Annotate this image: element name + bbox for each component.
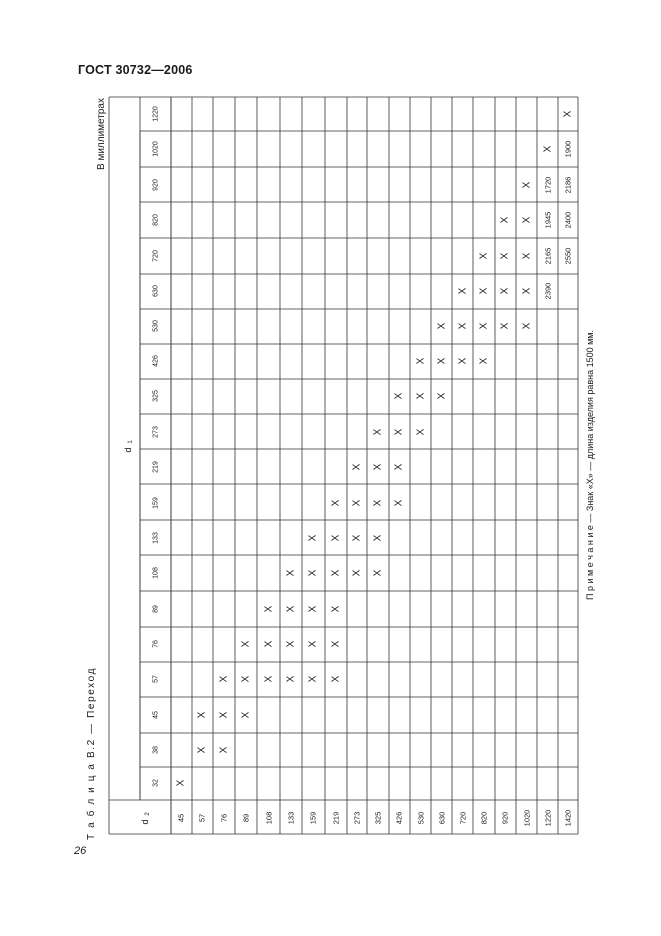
cell-mark: X xyxy=(393,392,405,400)
cell-mark: X xyxy=(478,322,490,330)
cell-mark: X xyxy=(330,605,342,613)
cell-mark: X xyxy=(307,675,319,683)
row-header-820: 820 xyxy=(479,811,489,825)
row-header-530: 530 xyxy=(416,811,426,825)
cell-mark: X xyxy=(240,711,252,719)
row-header-57: 57 xyxy=(197,813,207,823)
col-value-76: 76 xyxy=(152,640,160,648)
cell-mark: X xyxy=(457,357,469,365)
cell-mark: X xyxy=(351,463,363,471)
col-value-426: 426 xyxy=(152,355,160,367)
cell-mark: X xyxy=(330,499,342,507)
row-header-89: 89 xyxy=(241,813,251,823)
col-value-32: 32 xyxy=(152,779,160,787)
col-value-219: 219 xyxy=(152,461,160,473)
cell-mark: X xyxy=(372,499,384,507)
page-number: 26 xyxy=(74,845,87,857)
cell-mark: X xyxy=(521,322,533,330)
col-value-159: 159 xyxy=(152,497,160,509)
cell-mark: X xyxy=(285,569,297,577)
cell-mark: X xyxy=(218,675,230,683)
cell-mark: X xyxy=(521,216,533,224)
cell-mark: X xyxy=(240,640,252,648)
col-header-d1: d xyxy=(123,447,133,453)
cell-value: 2400 xyxy=(563,211,573,229)
cell-mark: X xyxy=(499,287,511,295)
cell-mark: X xyxy=(330,534,342,542)
row-header-76: 76 xyxy=(219,813,229,823)
cell-mark: X xyxy=(478,252,490,260)
cell-mark: X xyxy=(521,252,533,260)
col-value-45: 45 xyxy=(152,711,160,719)
cell-mark: X xyxy=(196,746,208,754)
row-header-1220: 1220 xyxy=(543,809,553,827)
col-value-530: 530 xyxy=(152,320,160,332)
row-header-325: 325 xyxy=(373,811,383,825)
cell-mark: X xyxy=(218,746,230,754)
row-header-1020: 1020 xyxy=(522,809,532,827)
col-value-720: 720 xyxy=(152,250,160,262)
cell-mark: X xyxy=(196,711,208,719)
col-value-630: 630 xyxy=(152,285,160,297)
cell-mark: X xyxy=(372,463,384,471)
cell-value: 2550 xyxy=(563,247,573,265)
cell-mark: X xyxy=(393,463,405,471)
cell-mark: X xyxy=(285,605,297,613)
cell-mark: X xyxy=(285,675,297,683)
cell-mark: X xyxy=(263,640,275,648)
cell-mark: X xyxy=(263,675,275,683)
cell-mark: X xyxy=(330,640,342,648)
table-caption: Т а б л и ц а В.2 — Переход xyxy=(86,666,97,840)
row-header-133: 133 xyxy=(286,811,296,825)
col-value-820: 820 xyxy=(152,214,160,226)
cell-mark: X xyxy=(351,569,363,577)
cell-mark: X xyxy=(415,357,427,365)
cell-mark: X xyxy=(499,322,511,330)
row-header-159: 159 xyxy=(308,811,318,825)
cell-mark: X xyxy=(521,287,533,295)
cell-mark: X xyxy=(307,605,319,613)
cell-mark: X xyxy=(372,569,384,577)
cell-mark: X xyxy=(307,534,319,542)
cell-mark: X xyxy=(393,499,405,507)
col-value-920: 920 xyxy=(152,179,160,191)
col-value-89: 89 xyxy=(152,605,160,613)
cell-mark: X xyxy=(478,357,490,365)
cell-value: 1900 xyxy=(563,140,573,158)
col-value-273: 273 xyxy=(152,426,160,438)
cell-mark: X xyxy=(436,357,448,365)
cell-value: 1720 xyxy=(543,176,553,194)
cell-mark: X xyxy=(307,569,319,577)
cell-mark: X xyxy=(542,145,554,153)
cell-mark: X xyxy=(457,322,469,330)
col-value-57: 57 xyxy=(152,675,160,683)
cell-mark: X xyxy=(175,779,187,787)
cell-mark: X xyxy=(330,675,342,683)
cell-mark: X xyxy=(436,392,448,400)
cell-mark: X xyxy=(457,287,469,295)
cell-mark: X xyxy=(499,216,511,224)
cell-mark: X xyxy=(478,287,490,295)
col-value-325: 325 xyxy=(152,390,160,402)
cell-mark: X xyxy=(436,322,448,330)
cell-mark: X xyxy=(330,569,342,577)
col-value-108: 108 xyxy=(152,567,160,579)
row-header-d2: d xyxy=(140,819,150,825)
row-header-108: 108 xyxy=(264,811,274,825)
row-header-273: 273 xyxy=(352,811,362,825)
cell-value: 2186 xyxy=(563,176,573,194)
cell-mark: X xyxy=(415,428,427,436)
row-header-630: 630 xyxy=(437,811,447,825)
cell-mark: X xyxy=(562,110,574,118)
cell-mark: X xyxy=(372,534,384,542)
cell-mark: X xyxy=(307,640,319,648)
row-header-1420: 1420 xyxy=(563,809,573,827)
cell-mark: X xyxy=(372,428,384,436)
table-note: П р и м е ч а н и е — Знак «Х» — длина изделия равна 1500 мм. xyxy=(585,330,595,600)
row-header-720: 720 xyxy=(458,811,468,825)
cell-mark: X xyxy=(240,675,252,683)
col-value-1220: 1220 xyxy=(152,106,160,122)
cell-mark: X xyxy=(415,392,427,400)
col-header-d1-sub: 1 xyxy=(128,440,134,444)
col-value-1020: 1020 xyxy=(152,141,160,157)
cell-mark: X xyxy=(351,534,363,542)
cell-mark: X xyxy=(393,428,405,436)
cell-value: 2390 xyxy=(543,282,553,300)
cell-value: 1945 xyxy=(543,211,553,229)
cell-mark: X xyxy=(218,711,230,719)
col-value-133: 133 xyxy=(152,532,160,544)
row-header-45: 45 xyxy=(176,813,186,823)
units-label: В миллиметрах xyxy=(96,98,107,170)
row-header-d2-sub: 2 xyxy=(145,812,151,816)
row-header-920: 920 xyxy=(500,811,510,825)
cell-value: 2165 xyxy=(543,247,553,265)
cell-mark: X xyxy=(263,605,275,613)
col-value-38: 38 xyxy=(152,746,160,754)
cell-mark: X xyxy=(499,252,511,260)
row-header-426: 426 xyxy=(394,811,404,825)
row-header-219: 219 xyxy=(331,811,341,825)
standard-header: ГОСТ 30732—2006 xyxy=(78,63,193,77)
cell-mark: X xyxy=(521,181,533,189)
cell-mark: X xyxy=(285,640,297,648)
cell-mark: X xyxy=(351,499,363,507)
